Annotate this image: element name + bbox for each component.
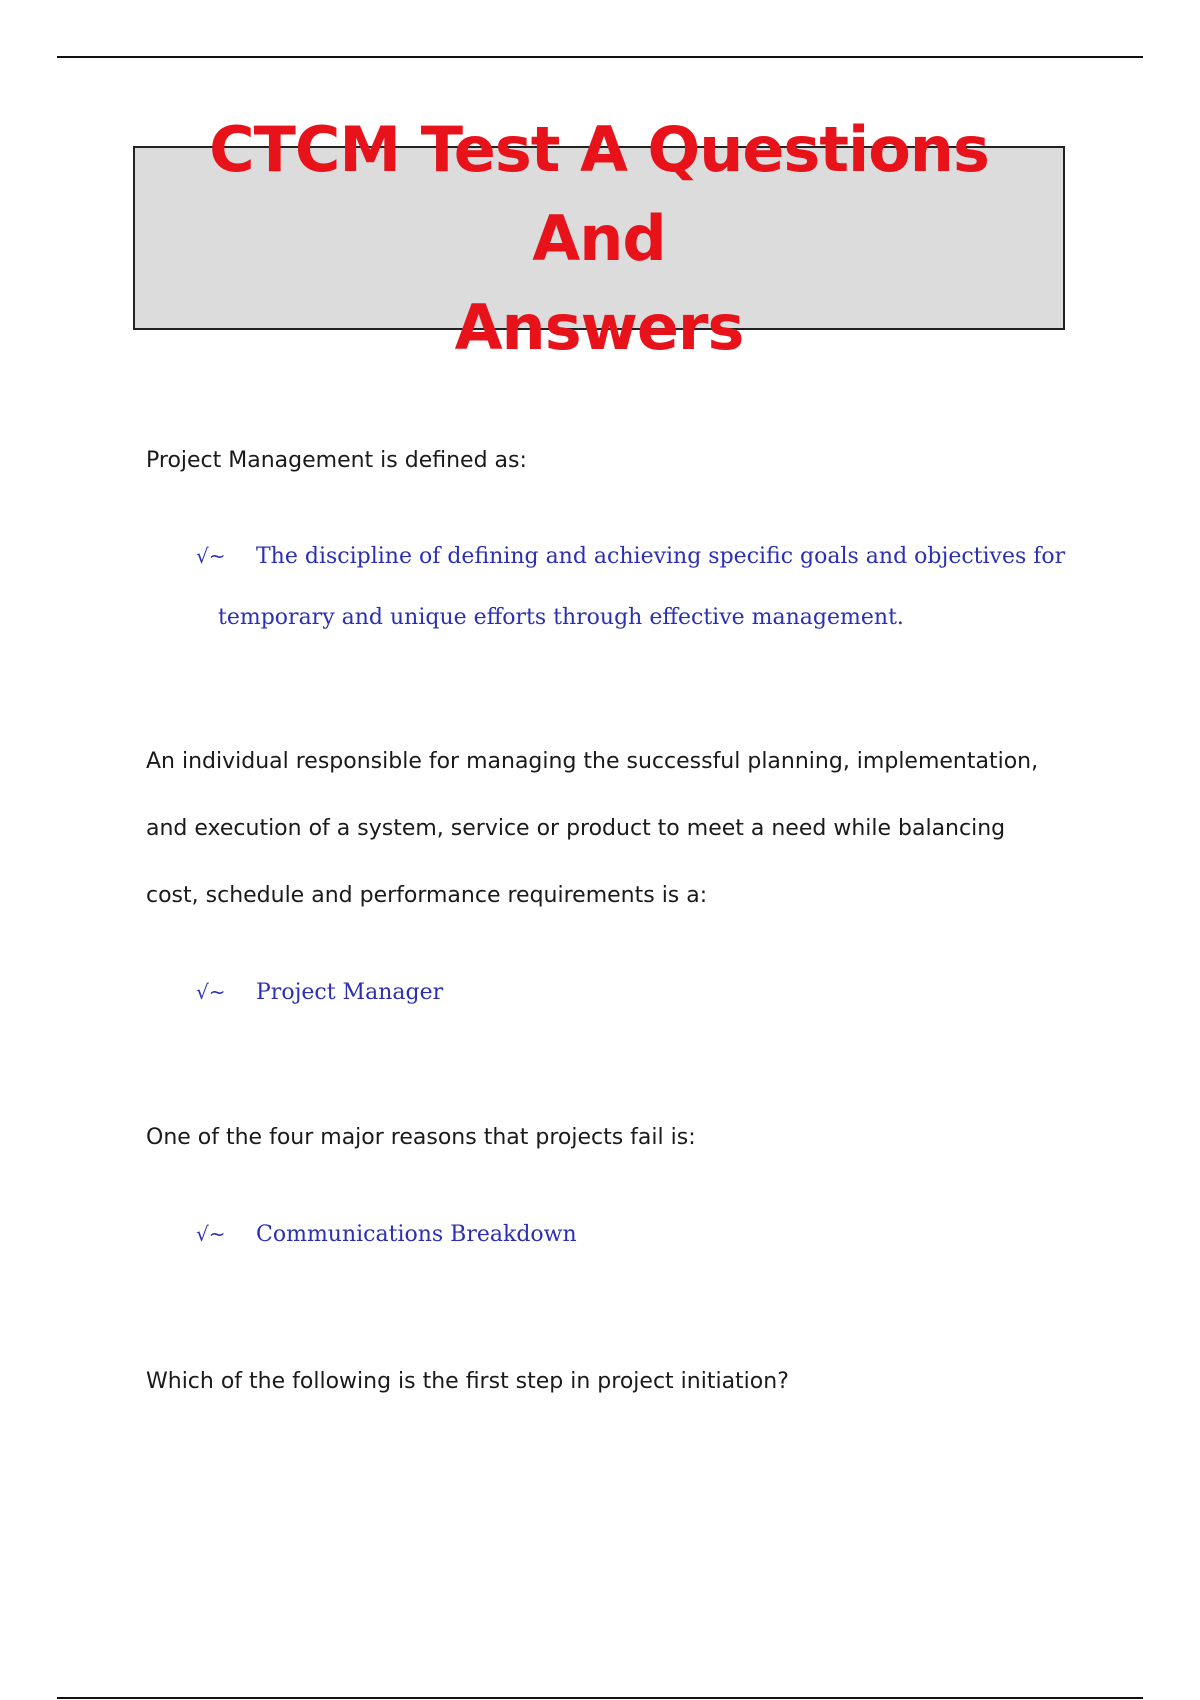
- answer-1-line-1: The discipline of defining and achieving specific goals and objectives for: [256, 544, 1066, 569]
- answer-3-text: Communications Breakdown: [256, 1222, 577, 1247]
- answer-2: [196, 962, 443, 1023]
- answer-3: [196, 1204, 577, 1265]
- bottom-rule: [57, 1697, 1143, 1699]
- check-mark-icon: √~: [196, 980, 226, 1004]
- answer-2-text: Project Manager: [256, 980, 444, 1005]
- question-1: Project Management is defined as:: [146, 448, 527, 473]
- answer-1: [196, 526, 1096, 648]
- document-title: [135, 105, 1063, 372]
- check-mark-icon: √~: [196, 1222, 226, 1246]
- question-2-line-3: cost, schedule and performance requirements is a:: [146, 883, 708, 908]
- title-line-2: Answers: [454, 290, 744, 364]
- question-4: Which of the following is the first step in project initiation?: [146, 1369, 789, 1394]
- question-2: [146, 728, 1066, 929]
- top-rule: [57, 56, 1143, 58]
- question-3: One of the four major reasons that projects fail is:: [146, 1125, 696, 1150]
- question-2-line-2: and execution of a system, service or product to meet a need while balancing: [146, 816, 1006, 841]
- question-2-line-1: An individual responsible for managing the successful planning, implementation,: [146, 749, 1039, 774]
- title-line-1: CTCM Test A Questions And: [209, 112, 989, 275]
- title-box: [133, 112, 1065, 364]
- answer-1-line-2: temporary and unique efforts through effective management.: [218, 605, 904, 630]
- check-mark-icon: √~: [196, 544, 226, 568]
